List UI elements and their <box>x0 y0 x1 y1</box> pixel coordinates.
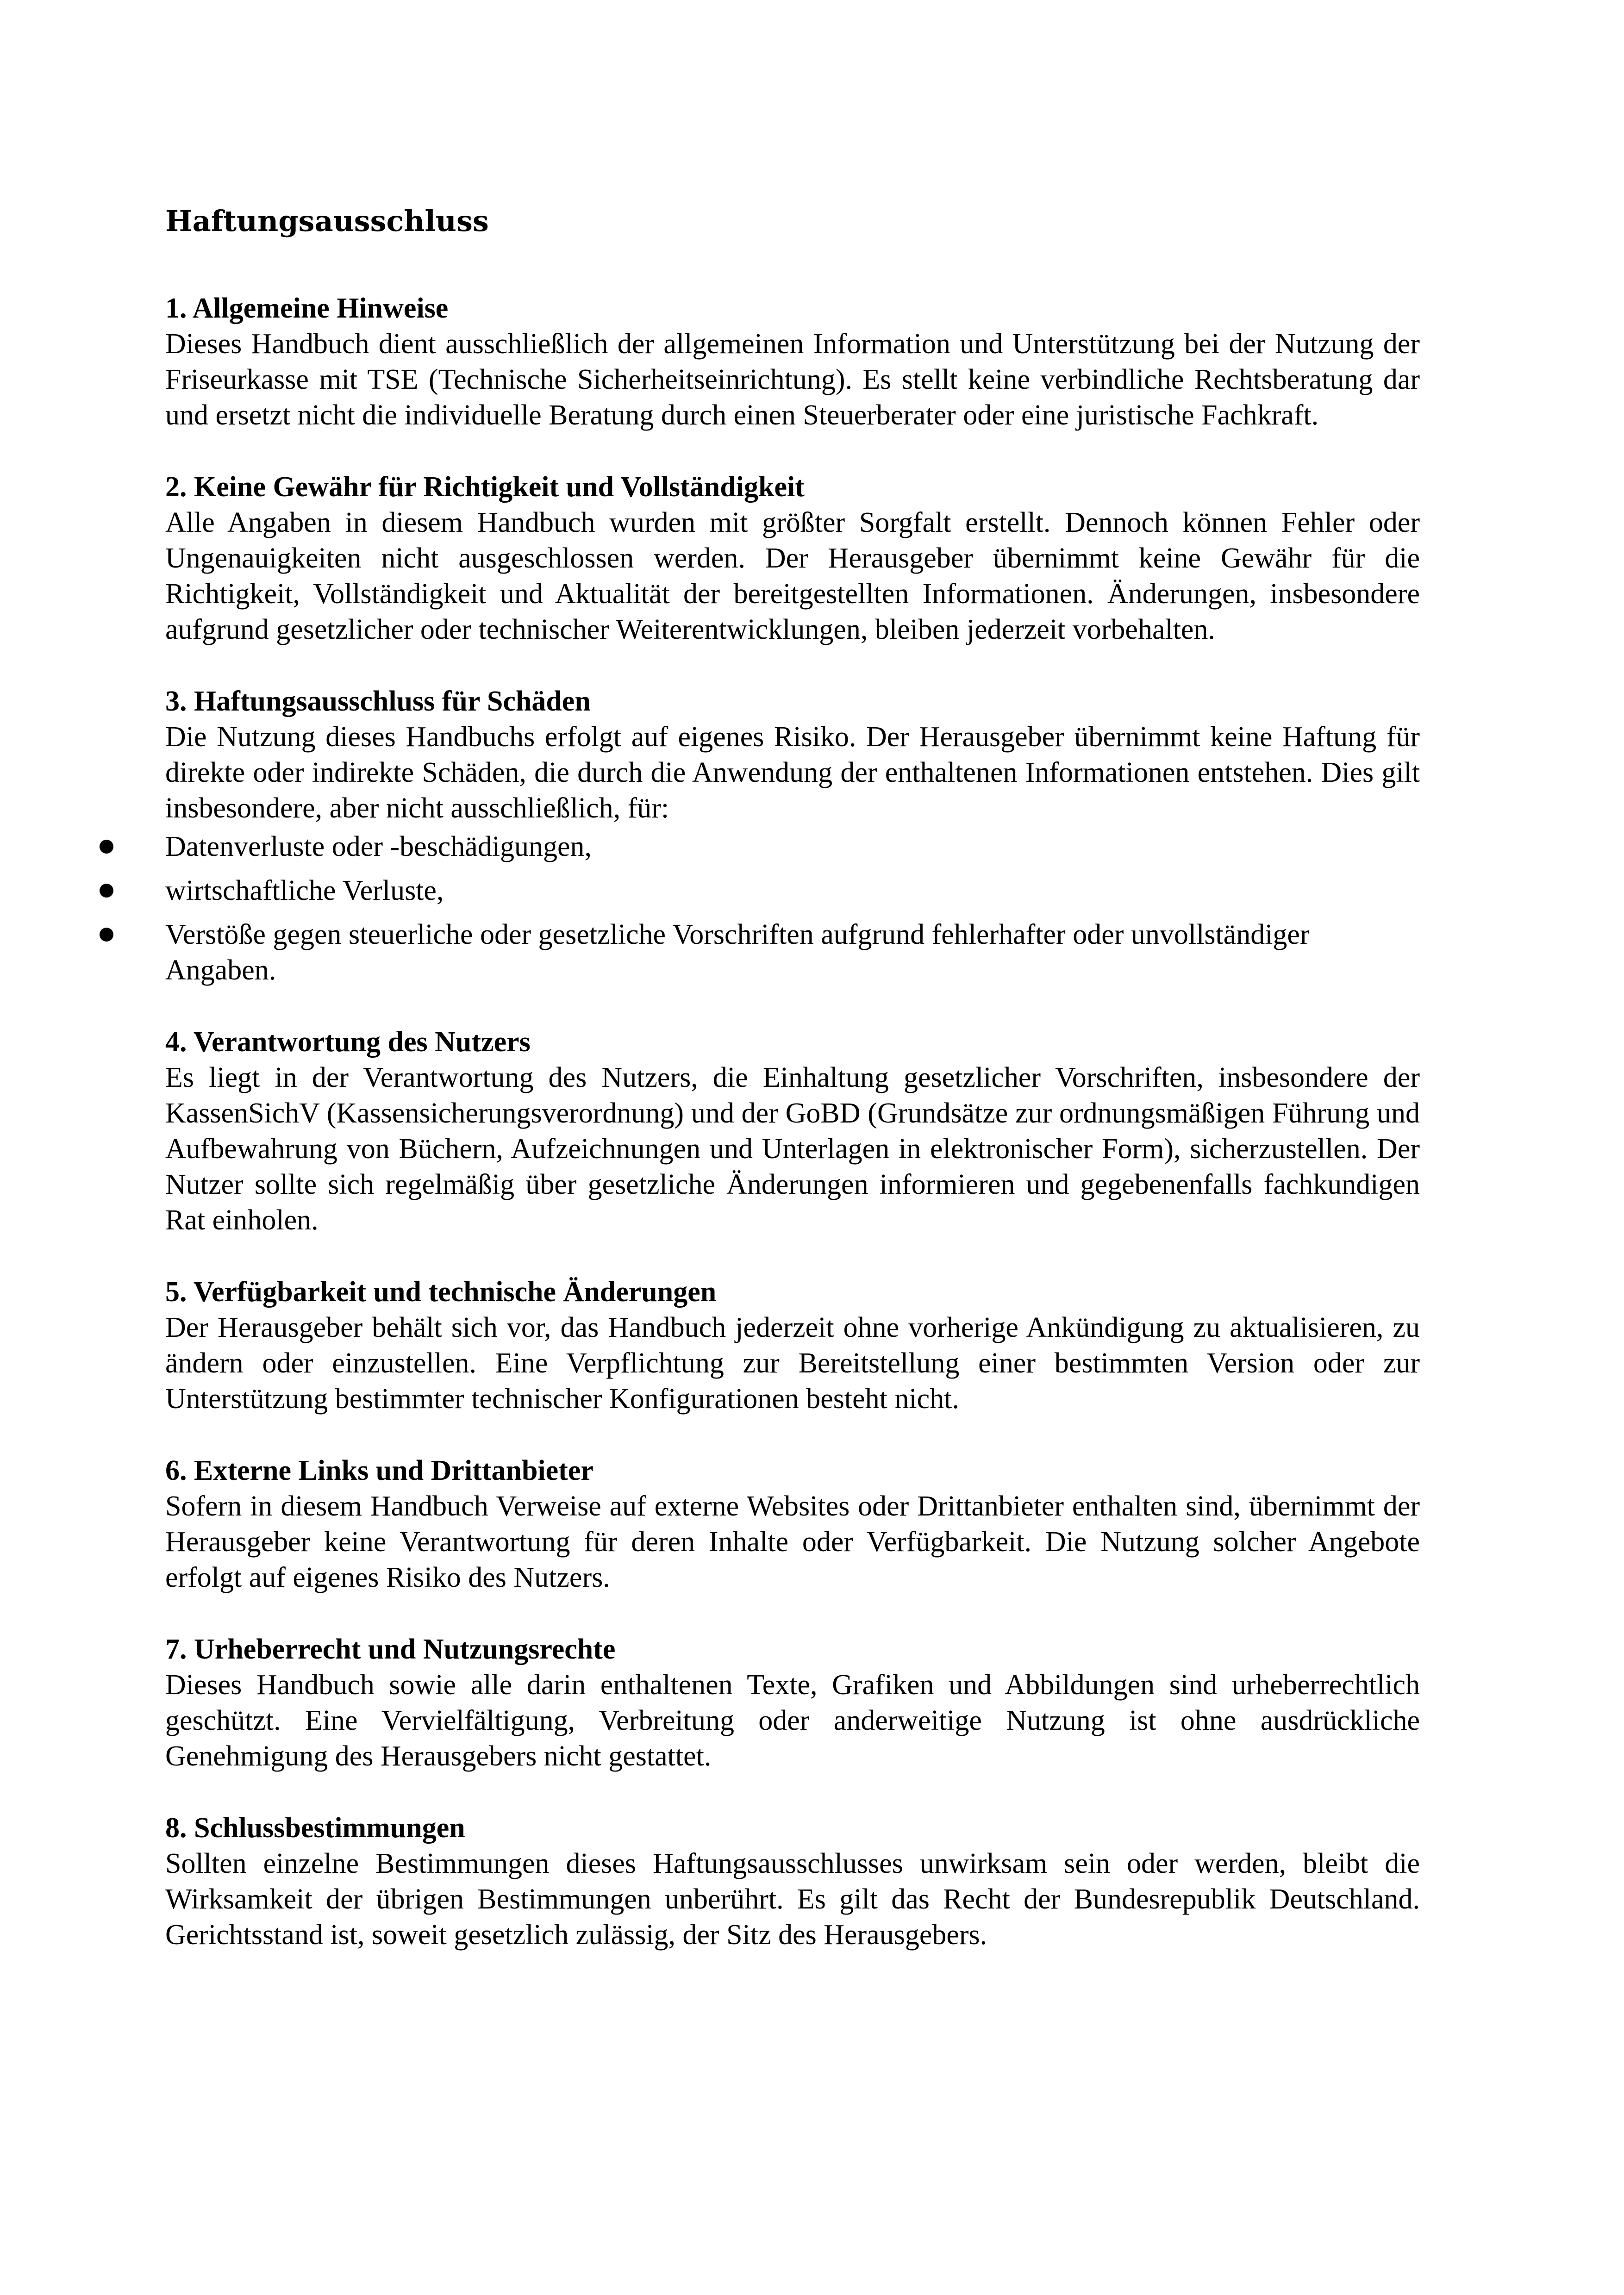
section-heading: 4. Verantwortung des Nutzers <box>165 1026 531 1058</box>
section-paragraph: Sollten einzelne Bestimmungen dieses Haftungsausschlusses unwirksam sein oder werden, bleibt die Wirksamkeit der übrigen Bestimmungen unberührt. Es gilt das Recht der Bundesrepublik Deutschland. Gerichtsstand ist, soweit gesetzlich zulässig, der Sitz des Herausgebers. <box>165 1848 1420 1951</box>
section-heading: 5. Verfügbarkeit und technische Änderungen <box>165 1276 717 1308</box>
bullet-icon <box>100 884 113 898</box>
section-copyright <box>165 1632 1420 1774</box>
section-availability <box>165 1274 1420 1417</box>
section-paragraph: Dieses Handbuch dient ausschließlich der allgemeinen Information und Unterstützung bei der Nutzung der Friseurkasse mit TSE (Technische Sicherheitseinrichtung). Es stellt keine verbindliche Rechtsberatung dar und ersetzt nicht die individuelle Beratung durch einen Steuerberater oder eine juristische Fachkraft. <box>165 328 1420 431</box>
list-item-text: wirtschaftliche Verluste, <box>165 875 444 906</box>
list-item <box>165 829 1420 865</box>
section-heading: 2. Keine Gewähr für Richtigkeit und Vollständigkeit <box>165 471 805 503</box>
section-paragraph: Dieses Handbuch sowie alle darin enthaltenen Texte, Grafiken und Abbildungen sind urheberrechtlich geschützt. Eine Vervielfältigung, Verbreitung oder anderweitige Nutzung ist ohne ausdrückliche Genehmigung des Herausgebers nicht gestattet. <box>165 1669 1420 1772</box>
page-title: Haftungsausschluss <box>165 204 489 238</box>
section-paragraph: Es liegt in der Verantwortung des Nutzers, die Einhaltung gesetzlicher Vorschriften, insbesondere der KassenSichV (Kassensicherungsverordnung) und der GoBD (Grundsätze zur ordnungsmäßigen Führung und Aufbewahrung von Büchern, Aufzeichnungen und Unterlagen in elektronischer Form), sicherzustellen. Der Nutzer sollte sich regelmäßig über gesetzliche Änderungen informieren und gegebenenfalls fachkundigen Rat einholen. <box>165 1062 1420 1236</box>
section-paragraph: Sofern in diesem Handbuch Verweise auf externe Websites oder Drittanbieter enthalten sind, übernimmt der Herausgeber keine Verantwortung für deren Inhalte oder Verfügbarkeit. Die Nutzung solcher Angebote erfolgt auf eigenes Risiko des Nutzers. <box>165 1491 1420 1593</box>
section-no-warranty <box>165 469 1420 648</box>
section-heading: 1. Allgemeine Hinweise <box>165 293 449 324</box>
section-liability-exclusion <box>165 684 1420 988</box>
section-heading: 6. Externe Links und Drittanbieter <box>165 1455 593 1486</box>
section-external-links <box>165 1453 1420 1596</box>
list-item-text: Datenverluste oder -beschädigungen, <box>165 831 592 862</box>
list-item-text: Verstöße gegen steuerliche oder gesetzliche Vorschriften aufgrund fehlerhafter oder unvollständiger Angaben. <box>165 919 1310 986</box>
list-item <box>165 917 1420 988</box>
document-body <box>165 291 1420 1989</box>
bullet-icon <box>100 928 113 942</box>
section-user-responsibility <box>165 1024 1420 1238</box>
section-general-notes <box>165 291 1420 433</box>
section-heading: 8. Schlussbestimmungen <box>165 1812 465 1844</box>
section-heading: 7. Urheberrecht und Nutzungsrechte <box>165 1634 616 1665</box>
section-paragraph: Die Nutzung dieses Handbuchs erfolgt auf eigenes Risiko. Der Herausgeber übernimmt keine Haftung für direkte oder indirekte Schäden, die durch die Anwendung der enthaltenen Informationen entstehen. Dies gilt insbesondere, aber nicht ausschließlich, für: <box>165 721 1420 824</box>
damage-list <box>165 829 1420 988</box>
bullet-icon <box>100 840 113 854</box>
section-heading: 3. Haftungsausschluss für Schäden <box>165 686 591 717</box>
section-final-provisions <box>165 1810 1420 1953</box>
section-paragraph: Alle Angaben in diesem Handbuch wurden mit größter Sorgfalt erstellt. Dennoch können Fehler oder Ungenauigkeiten nicht ausgeschlossen werden. Der Herausgeber übernimmt keine Gewähr für die Richtigkeit, Vollständigkeit und Aktualität der bereitgestellten Informationen. Änderungen, insbesondere aufgrund gesetzlicher oder technischer Weiterentwicklungen, bleiben jederzeit vorbehalten. <box>165 507 1420 645</box>
list-item <box>165 873 1420 909</box>
section-paragraph: Der Herausgeber behält sich vor, das Handbuch jederzeit ohne vorherige Ankündigung zu aktualisieren, zu ändern oder einzustellen. Eine Verpflichtung zur Bereitstellung einer bestimmten Version oder zur Unterstützung bestimmter technischer Konfigurationen besteht nicht. <box>165 1312 1420 1415</box>
